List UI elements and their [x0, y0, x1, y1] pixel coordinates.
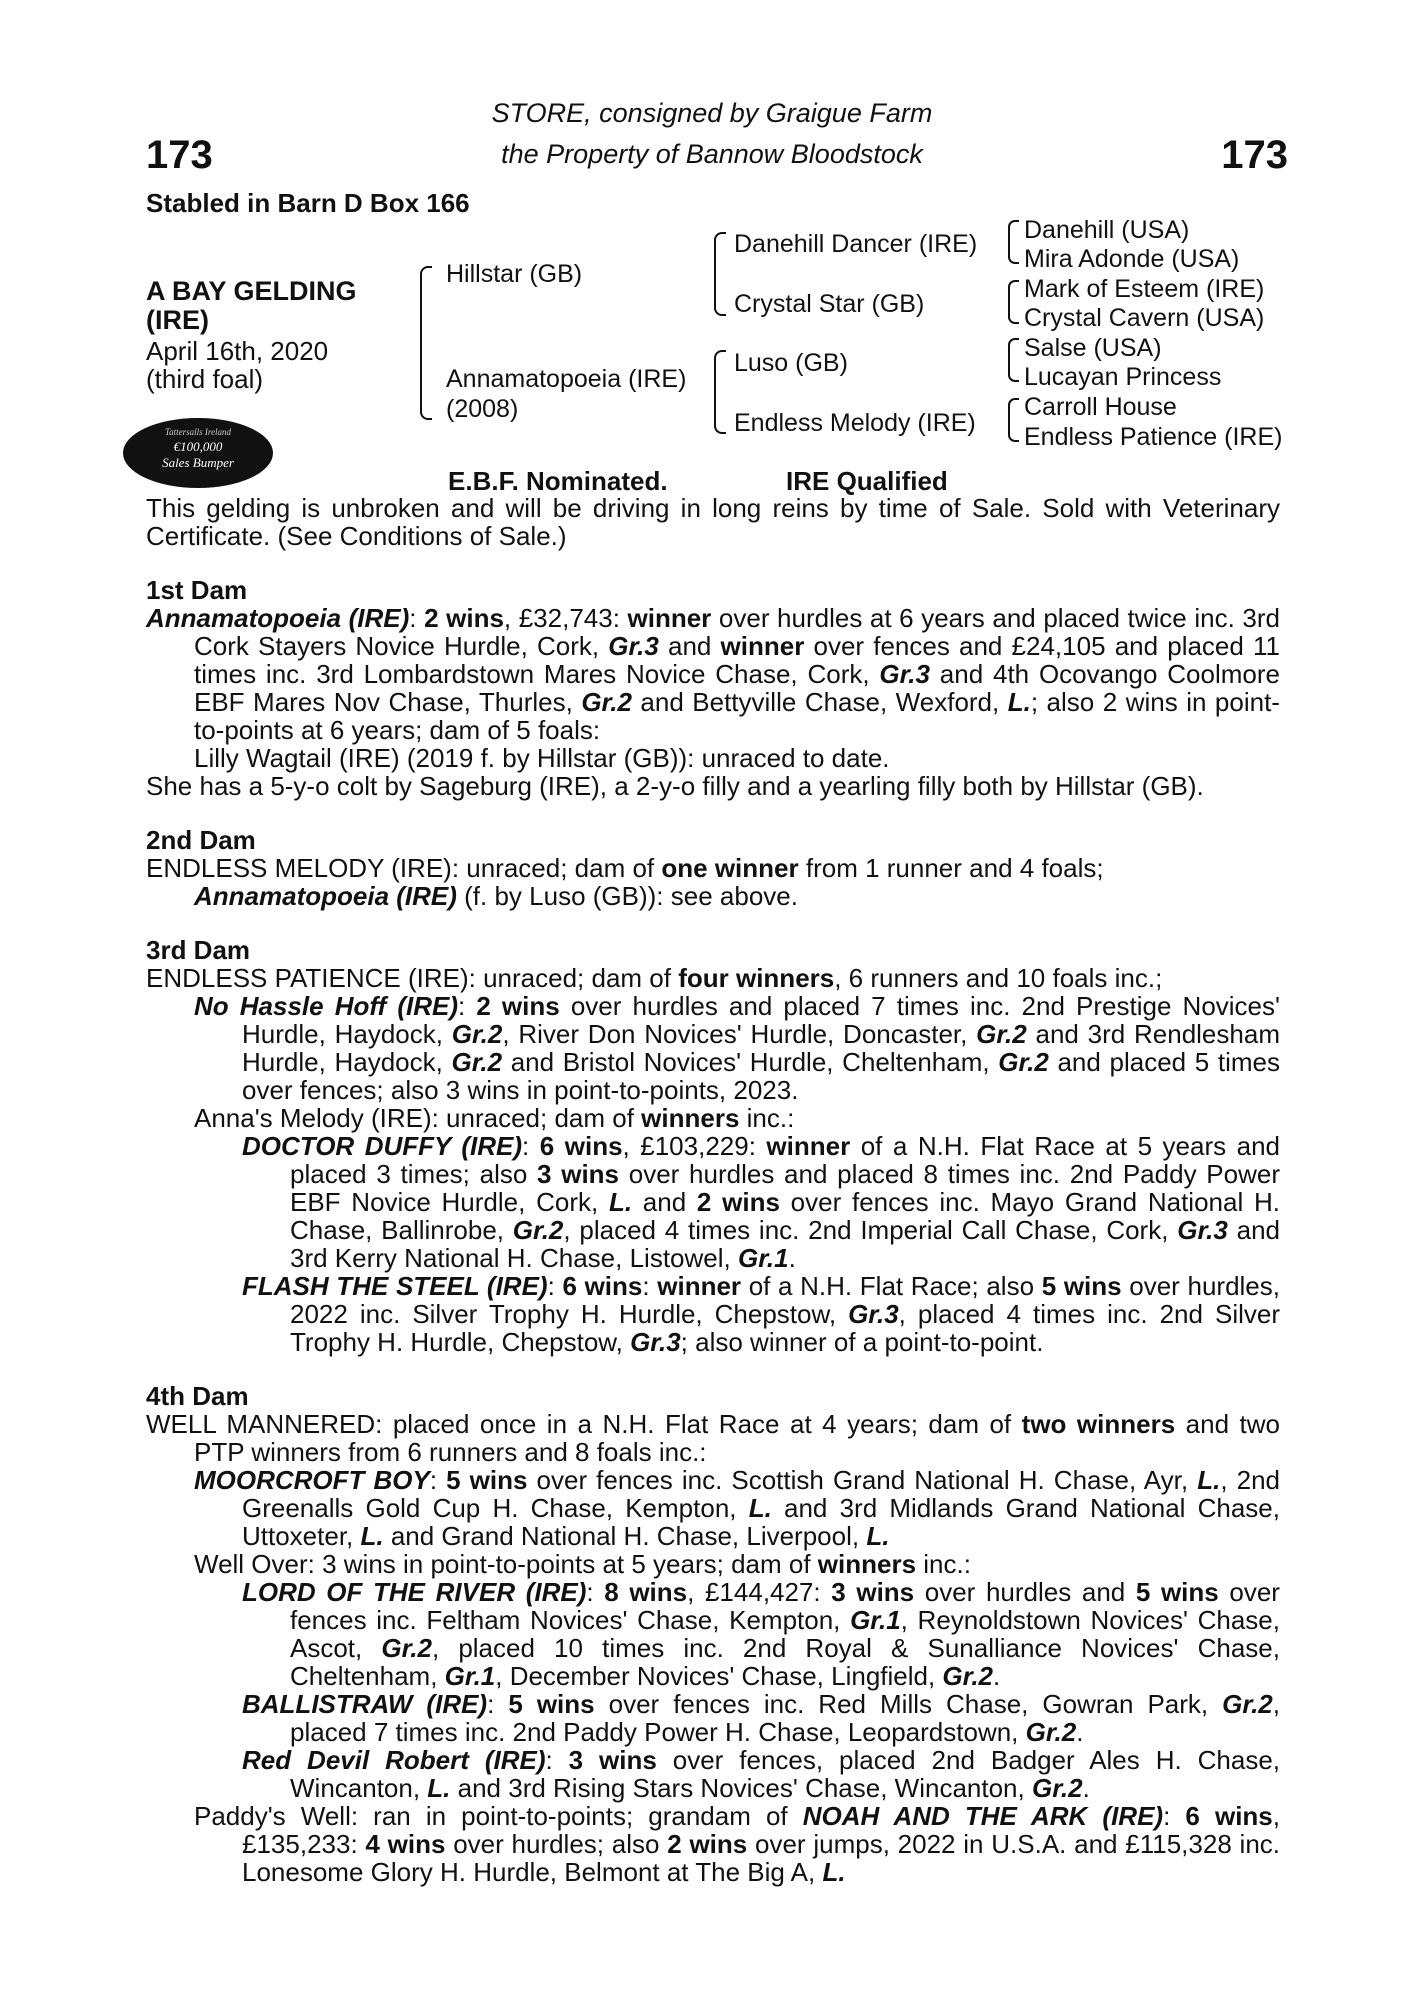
text-run: BALLISTRAW (IRE) [242, 1689, 488, 1719]
text-run: two winners [1021, 1409, 1176, 1439]
dam3-record [146, 964, 1280, 992]
text-run: ENDLESS MELODY (IRE): unraced; dam of [146, 853, 662, 883]
text-run: Gr.3 [608, 631, 659, 661]
stabled-info: Stabled in Barn D Box 166 [146, 188, 470, 218]
text-run: 2 wins [424, 603, 504, 633]
text-run: winner [766, 1131, 851, 1161]
text-run: ; also 2 wins in point-to-points at 6 years; dam of 5 foals: [194, 687, 1280, 745]
ebf-nominated: E.B.F. Nominated. [448, 466, 668, 496]
ire-qualified: IRE Qualified [786, 466, 948, 496]
text-run: and 3rd Midlands Grand National Chase, Uttoxeter, [242, 1493, 1280, 1551]
text-run: L. [427, 1773, 451, 1803]
text-run: and 3rd Rising Stars Novices' Chase, Wincanton, [450, 1773, 1032, 1803]
text-run: Gr.1 [850, 1605, 901, 1635]
text-run: Gr.2 [1031, 1773, 1083, 1803]
text-run: DOCTOR DUFFY (IRE) [242, 1131, 523, 1161]
text-run: Gr.3 [848, 1299, 899, 1329]
text-run: winners [817, 1549, 917, 1579]
text-run: and [658, 631, 721, 661]
text-run: over hurdles, 2022 inc. Silver Trophy H. Hurdle, Chepstow, [290, 1271, 1280, 1329]
text-run: : [642, 1271, 658, 1301]
text-run: WELL MANNERED: placed once in a N.H. Flat Race at 4 years; dam of [146, 1409, 1022, 1439]
text-run: No Hassle Hoff (IRE) [194, 991, 459, 1021]
text-run: L. [608, 1187, 633, 1217]
text-run: Anna's Melody (IRE): unraced; dam of [194, 1103, 642, 1133]
text-run: . [1076, 1717, 1084, 1747]
text-run: L. [866, 1521, 890, 1551]
sales-bumper-seal [123, 418, 273, 488]
dam3-grandproduce-1 [146, 1132, 1280, 1272]
text-run: Well Over: 3 wins in point-to-points at 5 years; dam of [194, 1549, 818, 1579]
text-run: MOORCROFT BOY [194, 1465, 430, 1495]
lot-number-left: 173 [146, 133, 213, 177]
seal-line-1: Tattersalls Ireland [164, 427, 232, 437]
dam4-heading: 4th Dam [146, 1381, 249, 1411]
text-run: 5 wins [508, 1689, 595, 1719]
text-run: 5 wins [446, 1465, 528, 1495]
text-run: of a N.H. Flat Race; also [741, 1271, 1042, 1301]
pedigree-brace-dam [714, 350, 726, 434]
foaling-date: April 16th, 2020 [146, 336, 329, 366]
pedigree-g2: Mira Adonde (USA) [1024, 245, 1240, 273]
text-run: and placed 5 times over fences; also 3 wins in point-to-points, 2023. [242, 1047, 1280, 1105]
dam1-younger-stock [146, 772, 1280, 800]
text-run: inc.: [916, 1549, 971, 1579]
intro-paragraph: This gelding is unbroken and will be driving in long reins by time of Sale. Sold with Veterinary Certificate. (See Conditions of Sale.) [146, 493, 1280, 551]
text-run: 2 wins [667, 1829, 748, 1859]
horse-name-line-1: A BAY GELDING [146, 276, 357, 306]
dam4-grandproduce-1 [146, 1578, 1280, 1690]
text-run: over fences inc. Red Mills Chase, Gowran Park, [594, 1689, 1223, 1719]
text-run: and Bristol Novices' Hurdle, Cheltenham, [502, 1047, 999, 1077]
text-run: : [487, 1689, 509, 1719]
text-run: over hurdles and [914, 1577, 1136, 1607]
text-run: 6 wins [562, 1271, 643, 1301]
text-run: and 4th Ocovango Coolmore EBF Mares Nov Chase, Thurles, [194, 659, 1280, 717]
pedigree-brace-g4 [1008, 398, 1019, 442]
text-run: : [547, 1271, 563, 1301]
text-run: 3 wins [537, 1159, 620, 1189]
text-run: and [632, 1187, 697, 1217]
text-run: over hurdles and placed 7 times inc. 2nd Prestige Novices' Hurdle, Haydock, [242, 991, 1280, 1049]
text-run: 4 wins [365, 1829, 446, 1859]
text-run: : [458, 991, 477, 1021]
text-run: L. [1197, 1465, 1221, 1495]
text-run: Annamatopoeia (IRE) [194, 881, 457, 911]
text-run: Gr.3 [879, 659, 930, 689]
dam4-produce-2 [146, 1550, 1280, 1578]
text-run: Gr.2 [1025, 1717, 1077, 1747]
text-run: Gr.2 [451, 1047, 503, 1077]
text-run: of a N.H. Flat Race at 5 years and placed 3 times; also [290, 1131, 1280, 1189]
text-run: : [429, 1465, 447, 1495]
text-run: 3 wins [568, 1745, 657, 1775]
dam3-produce-2 [146, 1104, 1280, 1132]
text-run: , placed 7 times inc. 2nd Paddy Power H. Chase, Leopardstown, [290, 1689, 1280, 1747]
pedigree-sire: Hillstar (GB) [446, 260, 583, 288]
text-run: Gr.1 [737, 1243, 789, 1273]
pedigree-g1: Danehill (USA) [1024, 216, 1190, 244]
text-run: 2 wins [696, 1187, 780, 1217]
pedigree-g8: Endless Patience (IRE) [1024, 423, 1283, 451]
consignor-line-1: STORE, consigned by Graigue Farm [491, 98, 933, 128]
text-run: LORD OF THE RIVER (IRE) [242, 1577, 587, 1607]
text-run: : [1163, 1801, 1186, 1831]
consignor-line-2: the Property of Bannow Bloodstock [501, 139, 923, 169]
text-run: , December Novices' Chase, Lingfield, [495, 1661, 943, 1691]
text-run: from 1 runner and 4 foals; [798, 853, 1104, 883]
pedigree-g4: Crystal Cavern (USA) [1024, 304, 1265, 332]
text-run: 3 wins [831, 1577, 915, 1607]
text-run: one winner [661, 853, 799, 883]
dam4-produce-1 [146, 1466, 1280, 1550]
text-run: inc.: [739, 1103, 795, 1133]
pedigree-dam: Annamatopoeia (IRE) [446, 365, 687, 393]
text-run: four winners [678, 963, 835, 993]
text-run: 6 wins [1185, 1801, 1273, 1831]
text-run: Gr.2 [1222, 1689, 1273, 1719]
dam1-heading: 1st Dam [146, 575, 248, 605]
pedigree-g7: Carroll House [1024, 393, 1177, 421]
text-run: Annamatopoeia (IRE) [146, 603, 410, 633]
pedigree-brace-g2 [1008, 280, 1019, 324]
text-run: , £135,233: [242, 1801, 1281, 1859]
text-run: over fences inc. Feltham Novices' Chase, Kempton, [290, 1577, 1280, 1635]
pedigree-dam-year: (2008) [446, 395, 519, 423]
text-run: 2 wins [476, 991, 560, 1021]
text-run: over jumps, 2022 in U.S.A. and £115,328 inc. Lonesome Glory H. Hurdle, Belmont at The Big A, [242, 1829, 1280, 1887]
text-run: , River Don Novices' Hurdle, Doncaster, [502, 1019, 977, 1049]
text-run: over fences inc. Mayo Grand National H. Chase, Ballinrobe, [290, 1187, 1280, 1245]
text-run: , Reynoldstown Novices' Chase, Ascot, [290, 1605, 1280, 1663]
text-run: , 6 runners and 10 foals inc.; [834, 963, 1163, 993]
dam3-grandproduce-2 [146, 1272, 1280, 1356]
text-run: 5 wins [1135, 1577, 1219, 1607]
text-run: over fences inc. Scottish Grand National H. Chase, Ayr, [527, 1465, 1198, 1495]
text-run: NOAH AND THE ARK (IRE) [802, 1801, 1164, 1831]
text-run: Lilly Wagtail (IRE) (2019 f. by Hillstar (GB)): unraced to date. [194, 743, 890, 773]
pedigree-g5: Salse (USA) [1024, 334, 1162, 362]
text-run: over fences, placed 2nd Badger Ales H. Chase, Wincanton, [290, 1745, 1280, 1803]
text-run: . [788, 1243, 796, 1273]
text-run: winner [720, 631, 805, 661]
dam2-produce [146, 882, 1280, 910]
pedigree-dam-sire: Luso (GB) [734, 349, 848, 377]
text-run: winners [641, 1103, 740, 1133]
seal-line-2: €100,000 [173, 439, 223, 454]
text-run: (f. by Luso (GB)): see above. [456, 881, 798, 911]
text-run: Gr.2 [451, 1019, 503, 1049]
text-run: , placed 10 times inc. 2nd Royal & Sunalliance Novices' Chase, Cheltenham, [290, 1633, 1280, 1691]
dam2-record [146, 854, 1280, 882]
text-run: L. [360, 1521, 384, 1551]
pedigree-brace-main [420, 266, 432, 420]
text-run: and Bettyville Chase, Wexford, [631, 687, 1008, 717]
pedigree-dam-dam: Endless Melody (IRE) [734, 409, 976, 437]
text-run: , £32,743: [503, 603, 628, 633]
text-run: : [586, 1577, 605, 1607]
text-run: , placed 4 times inc. 2nd Silver Trophy H. Hurdle, Chepstow, [290, 1299, 1280, 1357]
horse-name-line-2: (IRE) [146, 305, 209, 335]
text-run: : [545, 1745, 569, 1775]
dam1-produce [146, 744, 1280, 772]
text-run: Gr.2 [512, 1215, 564, 1245]
pedigree-brace-g3 [1008, 338, 1019, 382]
text-run: L. [1007, 687, 1031, 717]
pedigree-g3: Mark of Esteem (IRE) [1024, 275, 1265, 303]
foal-note: (third foal) [146, 364, 264, 394]
text-run: Gr.2 [942, 1661, 994, 1691]
text-run: L. [822, 1857, 846, 1887]
text-run: Gr.2 [976, 1019, 1027, 1049]
text-run: Paddy's Well: ran in point-to-points; grandam of [194, 1801, 803, 1831]
text-run: FLASH THE STEEL (IRE) [242, 1271, 548, 1301]
dam3-produce-1 [146, 992, 1280, 1104]
dam4-produce-3 [146, 1802, 1280, 1886]
pedigree-sire-dam: Crystal Star (GB) [734, 290, 925, 318]
text-run: over hurdles and placed 8 times inc. 2nd Paddy Power EBF Novice Hurdle, Cork, [290, 1159, 1280, 1217]
seal-line-3: Sales Bumper [162, 455, 234, 470]
text-run: , 2nd Greenalls Gold Cup H. Chase, Kempton, [242, 1465, 1280, 1523]
text-run: winner [627, 603, 712, 633]
text-run: Gr.3 [1177, 1215, 1228, 1245]
dam4-grandproduce-3 [146, 1746, 1280, 1802]
dam1-record [146, 604, 1280, 744]
text-run: Gr.1 [444, 1661, 496, 1691]
dam4-grandproduce-2 [146, 1690, 1280, 1746]
text-run: 5 wins [1041, 1271, 1122, 1301]
text-run: , placed 4 times inc. 2nd Imperial Call Chase, Cork, [563, 1215, 1178, 1245]
text-run: , £103,229: [622, 1131, 767, 1161]
text-run: : [409, 603, 425, 633]
text-run: She has a 5-y-o colt by Sageburg (IRE), a 2-y-o filly and a yearling filly both by Hillstar (GB). [146, 771, 1204, 801]
text-run: 6 wins [539, 1131, 623, 1161]
text-run: over fences and £24,105 and placed 11 times inc. 3rd Lombardstown Mares Novice Chase, Cork, [194, 631, 1280, 689]
catalogue-body [146, 494, 1280, 1886]
text-run: Red Devil Robert (IRE) [242, 1745, 546, 1775]
text-run: winner [657, 1271, 742, 1301]
dam3-heading: 3rd Dam [146, 935, 251, 965]
text-run: . [993, 1661, 1001, 1691]
dam2-heading: 2nd Dam [146, 825, 256, 855]
text-run: 8 wins [604, 1577, 688, 1607]
text-run: and two PTP winners from 6 runners and 8 foals inc.: [194, 1409, 1280, 1467]
text-run: . [1082, 1773, 1090, 1803]
text-run: and 3rd Rendlesham Hurdle, Haydock, [242, 1019, 1280, 1077]
text-run: and 3rd Kerry National H. Chase, Listowel, [290, 1215, 1280, 1273]
text-run: L. [748, 1493, 772, 1523]
text-run: : [522, 1131, 540, 1161]
text-run: Gr.2 [581, 687, 632, 717]
dam4-record [146, 1410, 1280, 1466]
pedigree-brace-g1 [1008, 220, 1019, 264]
text-run: ENDLESS PATIENCE (IRE): unraced; dam of [146, 963, 679, 993]
text-run: over hurdles at 6 years and placed twice inc. 3rd Cork Stayers Novice Hurdle, Cork, [194, 603, 1280, 661]
text-run: Gr.2 [998, 1047, 1049, 1077]
pedigree-g6: Lucayan Princess [1024, 363, 1222, 391]
text-run: and Grand National H. Chase, Liverpool, [383, 1521, 867, 1551]
text-run: , £144,427: [687, 1577, 832, 1607]
text-run: ; also winner of a point-to-point. [680, 1327, 1044, 1357]
text-run: over hurdles; also [445, 1829, 668, 1859]
text-run: Gr.2 [381, 1633, 432, 1663]
text-run: Gr.3 [630, 1327, 681, 1357]
pedigree-brace-sire [714, 232, 726, 316]
pedigree-sire-sire: Danehill Dancer (IRE) [734, 230, 978, 258]
lot-number-right: 173 [1221, 133, 1288, 177]
